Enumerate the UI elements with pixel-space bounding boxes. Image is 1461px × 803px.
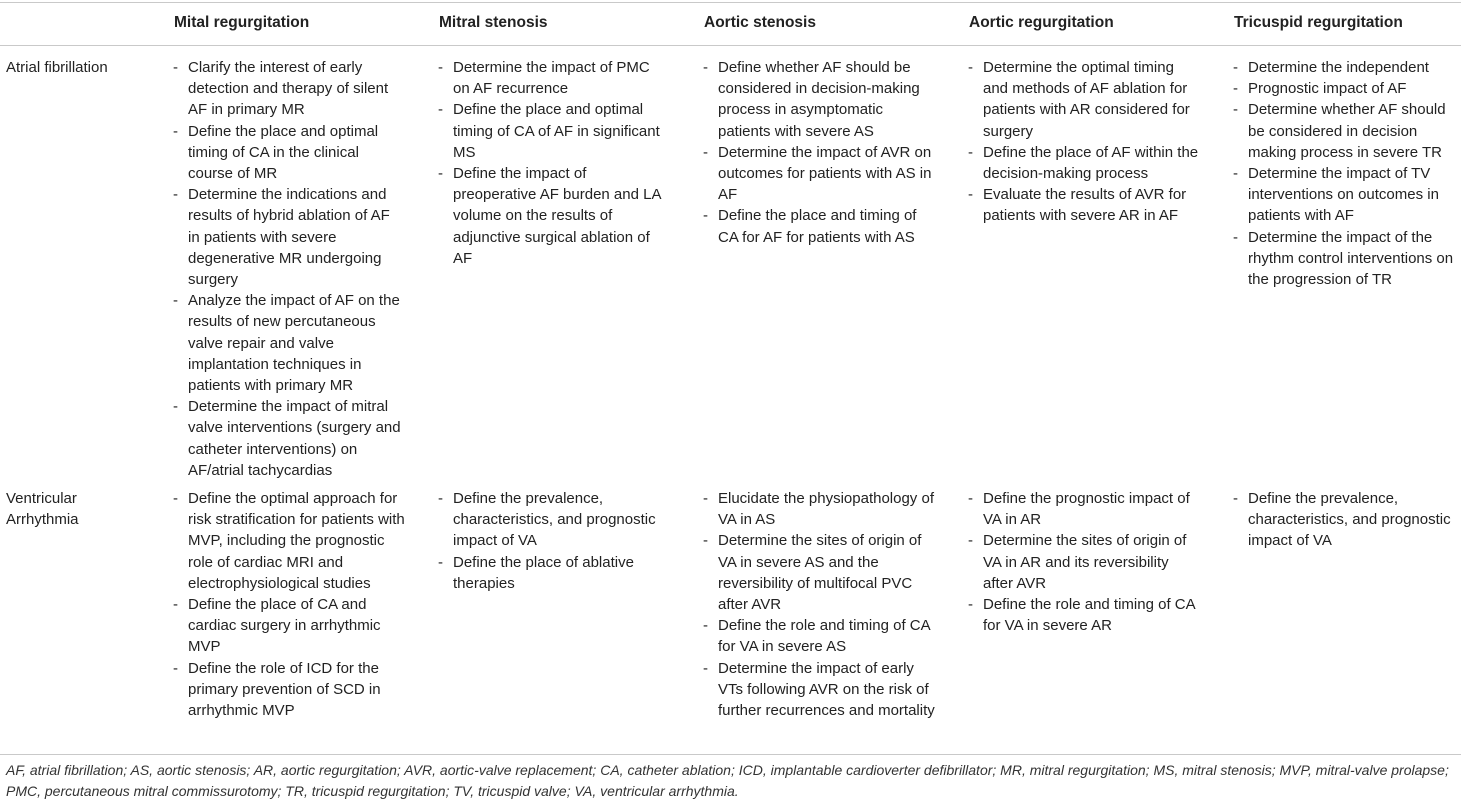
table-top-rule: [0, 2, 1461, 3]
table-bottom-rule: [0, 754, 1461, 755]
list-item: - Define the place of ablative therapies: [438, 553, 634, 592]
list-item: - Prognostic impact of AF: [1233, 80, 1407, 98]
list-item: - Define the place and optimal timing of CA of AF in significant MS: [438, 101, 660, 161]
list-item: - Define the place of CA and cardiac surgery in arrhythmic MVP: [173, 596, 381, 656]
header-bottom-rule: [0, 45, 1461, 46]
list-item: - Determine the indications and results of hybrid ablation of AF in patients with severe degenerative MR undergoing surgery: [173, 186, 390, 289]
column-header-tricuspid-regurgitation: Tricuspid regurgitation: [1234, 14, 1403, 31]
list-item: - Determine the sites of origin of VA in AR and its reversibility after AVR: [968, 532, 1187, 592]
list-item: - Determine the impact of TV interventions on outcomes in patients with AF: [1233, 165, 1439, 225]
list-item: - Clarify the interest of early detection and therapy of silent AF in primary MR: [173, 59, 389, 119]
list-item: - Define the place and optimal timing of CA in the clinical course of MR: [173, 122, 379, 183]
cell-va-mitral-regurgitation: [173, 488, 405, 721]
list-item: - Determine the impact of PMC on AF recurrence: [438, 59, 650, 98]
list-item: - Analyze the impact of AF on the results of new percutaneous valve repair and valve implantation techniques in patients with primary MR: [173, 292, 400, 395]
bullet-list: [173, 57, 405, 481]
cell-af-mitral-stenosis: [438, 57, 670, 269]
list-item: - Define whether AF should be considered in decision-making process in asymptomatic patients with severe AS: [703, 59, 920, 140]
cell-af-aortic-stenosis: [703, 57, 935, 248]
list-item: - Define the prognostic impact of VA in AR: [968, 490, 1190, 529]
list-item: - Determine the optimal timing and methods of AF ablation for patients with AR considered for surgery: [968, 59, 1190, 140]
bullet-list: [438, 57, 670, 269]
list-item: - Define the role and timing of CA for VA in severe AR: [968, 596, 1195, 635]
column-header-mitral-stenosis: Mitral stenosis: [439, 14, 548, 31]
cell-va-mitral-stenosis: [438, 488, 670, 594]
list-item: - Define the optimal approach for risk stratification for patients with MVP, including the prognostic role of cardiac MRI and electrophysiological studies: [173, 490, 405, 592]
list-item: - Determine the impact of AVR on outcomes for patients with AS in AF: [703, 143, 932, 204]
cell-va-tricuspid-regurgitation: [1233, 488, 1458, 552]
column-header-mitral-regurgitation: Mital regurgitation: [174, 14, 310, 31]
list-item: - Define the prevalence, characteristics, and prognostic impact of VA: [438, 490, 656, 550]
cell-va-aortic-regurgitation: [968, 488, 1200, 636]
bullet-list: [173, 488, 405, 721]
list-item: - Elucidate the physiopathology of VA in AS: [703, 490, 934, 529]
bullet-list: [438, 488, 670, 594]
column-header-aortic-regurgitation: Aortic regurgitation: [969, 14, 1114, 31]
list-item: - Evaluate the results of AVR for patients with severe AR in AF: [968, 186, 1187, 225]
table-footnote: AF, atrial fibrillation; AS, aortic stenosis; AR, aortic regurgitation; AVR, aortic-valve replacement; CA, catheter ablation; ICD, implantable cardioverter defibrillator; MR, mitral regurgitation; MS, mitral stenosis; MVP, mitral-valve prolapse; PMC, percutaneous mitral commissurotomy; TR, tricuspid regurgitation; TV, tricuspid valve; VA, ventricular arrhythmia.: [6, 762, 1449, 799]
bullet-list: [1233, 488, 1458, 552]
bullet-list: [1233, 57, 1458, 290]
list-item: - Define the place of AF within the decision-making process: [968, 143, 1199, 183]
cell-af-tricuspid-regurgitation: [1233, 57, 1458, 290]
cell-af-mitral-regurgitation: [173, 57, 405, 481]
bullet-list: [703, 57, 935, 248]
column-header-aortic-stenosis: Aortic stenosis: [704, 14, 816, 31]
list-item: - Define the impact of preoperative AF burden and LA volume on the results of adjunctive surgical ablation of AF: [438, 165, 661, 267]
bullet-list: [968, 57, 1200, 227]
list-item: - Determine the impact of the rhythm control interventions on the progression of TR: [1233, 228, 1454, 289]
list-item: - Determine the impact of mitral valve interventions (surgery and catheter interventions) on AF/atrial tachycardias: [173, 398, 401, 479]
list-item: - Define the role and timing of CA for VA in severe AS: [703, 617, 930, 656]
bullet-list: [703, 488, 935, 721]
list-item: - Determine the independent: [1233, 59, 1429, 76]
list-item: - Determine the sites of origin of VA in severe AS and the reversibility of multifocal PVC after AVR: [703, 532, 922, 614]
list-item: - Determine whether AF should be considered in decision making process in severe TR: [1233, 101, 1446, 161]
list-item: - Define the place and timing of CA for AF for patients with AS: [703, 207, 917, 246]
list-item: - Define the role of ICD for the primary prevention of SCD in arrhythmic MVP: [173, 659, 381, 720]
row-label-ventricular-arrhythmia: Ventricular Arrhythmia: [6, 490, 79, 529]
list-item: - Determine the impact of early VTs following AVR on the risk of further recurrences and mortality: [703, 659, 935, 720]
row-label-atrial-fibrillation: Atrial fibrillation: [6, 59, 108, 76]
bullet-list: [968, 488, 1200, 636]
cell-va-aortic-stenosis: [703, 488, 935, 721]
list-item: - Define the prevalence, characteristics, and prognostic impact of VA: [1233, 490, 1451, 550]
cell-af-aortic-regurgitation: [968, 57, 1200, 227]
